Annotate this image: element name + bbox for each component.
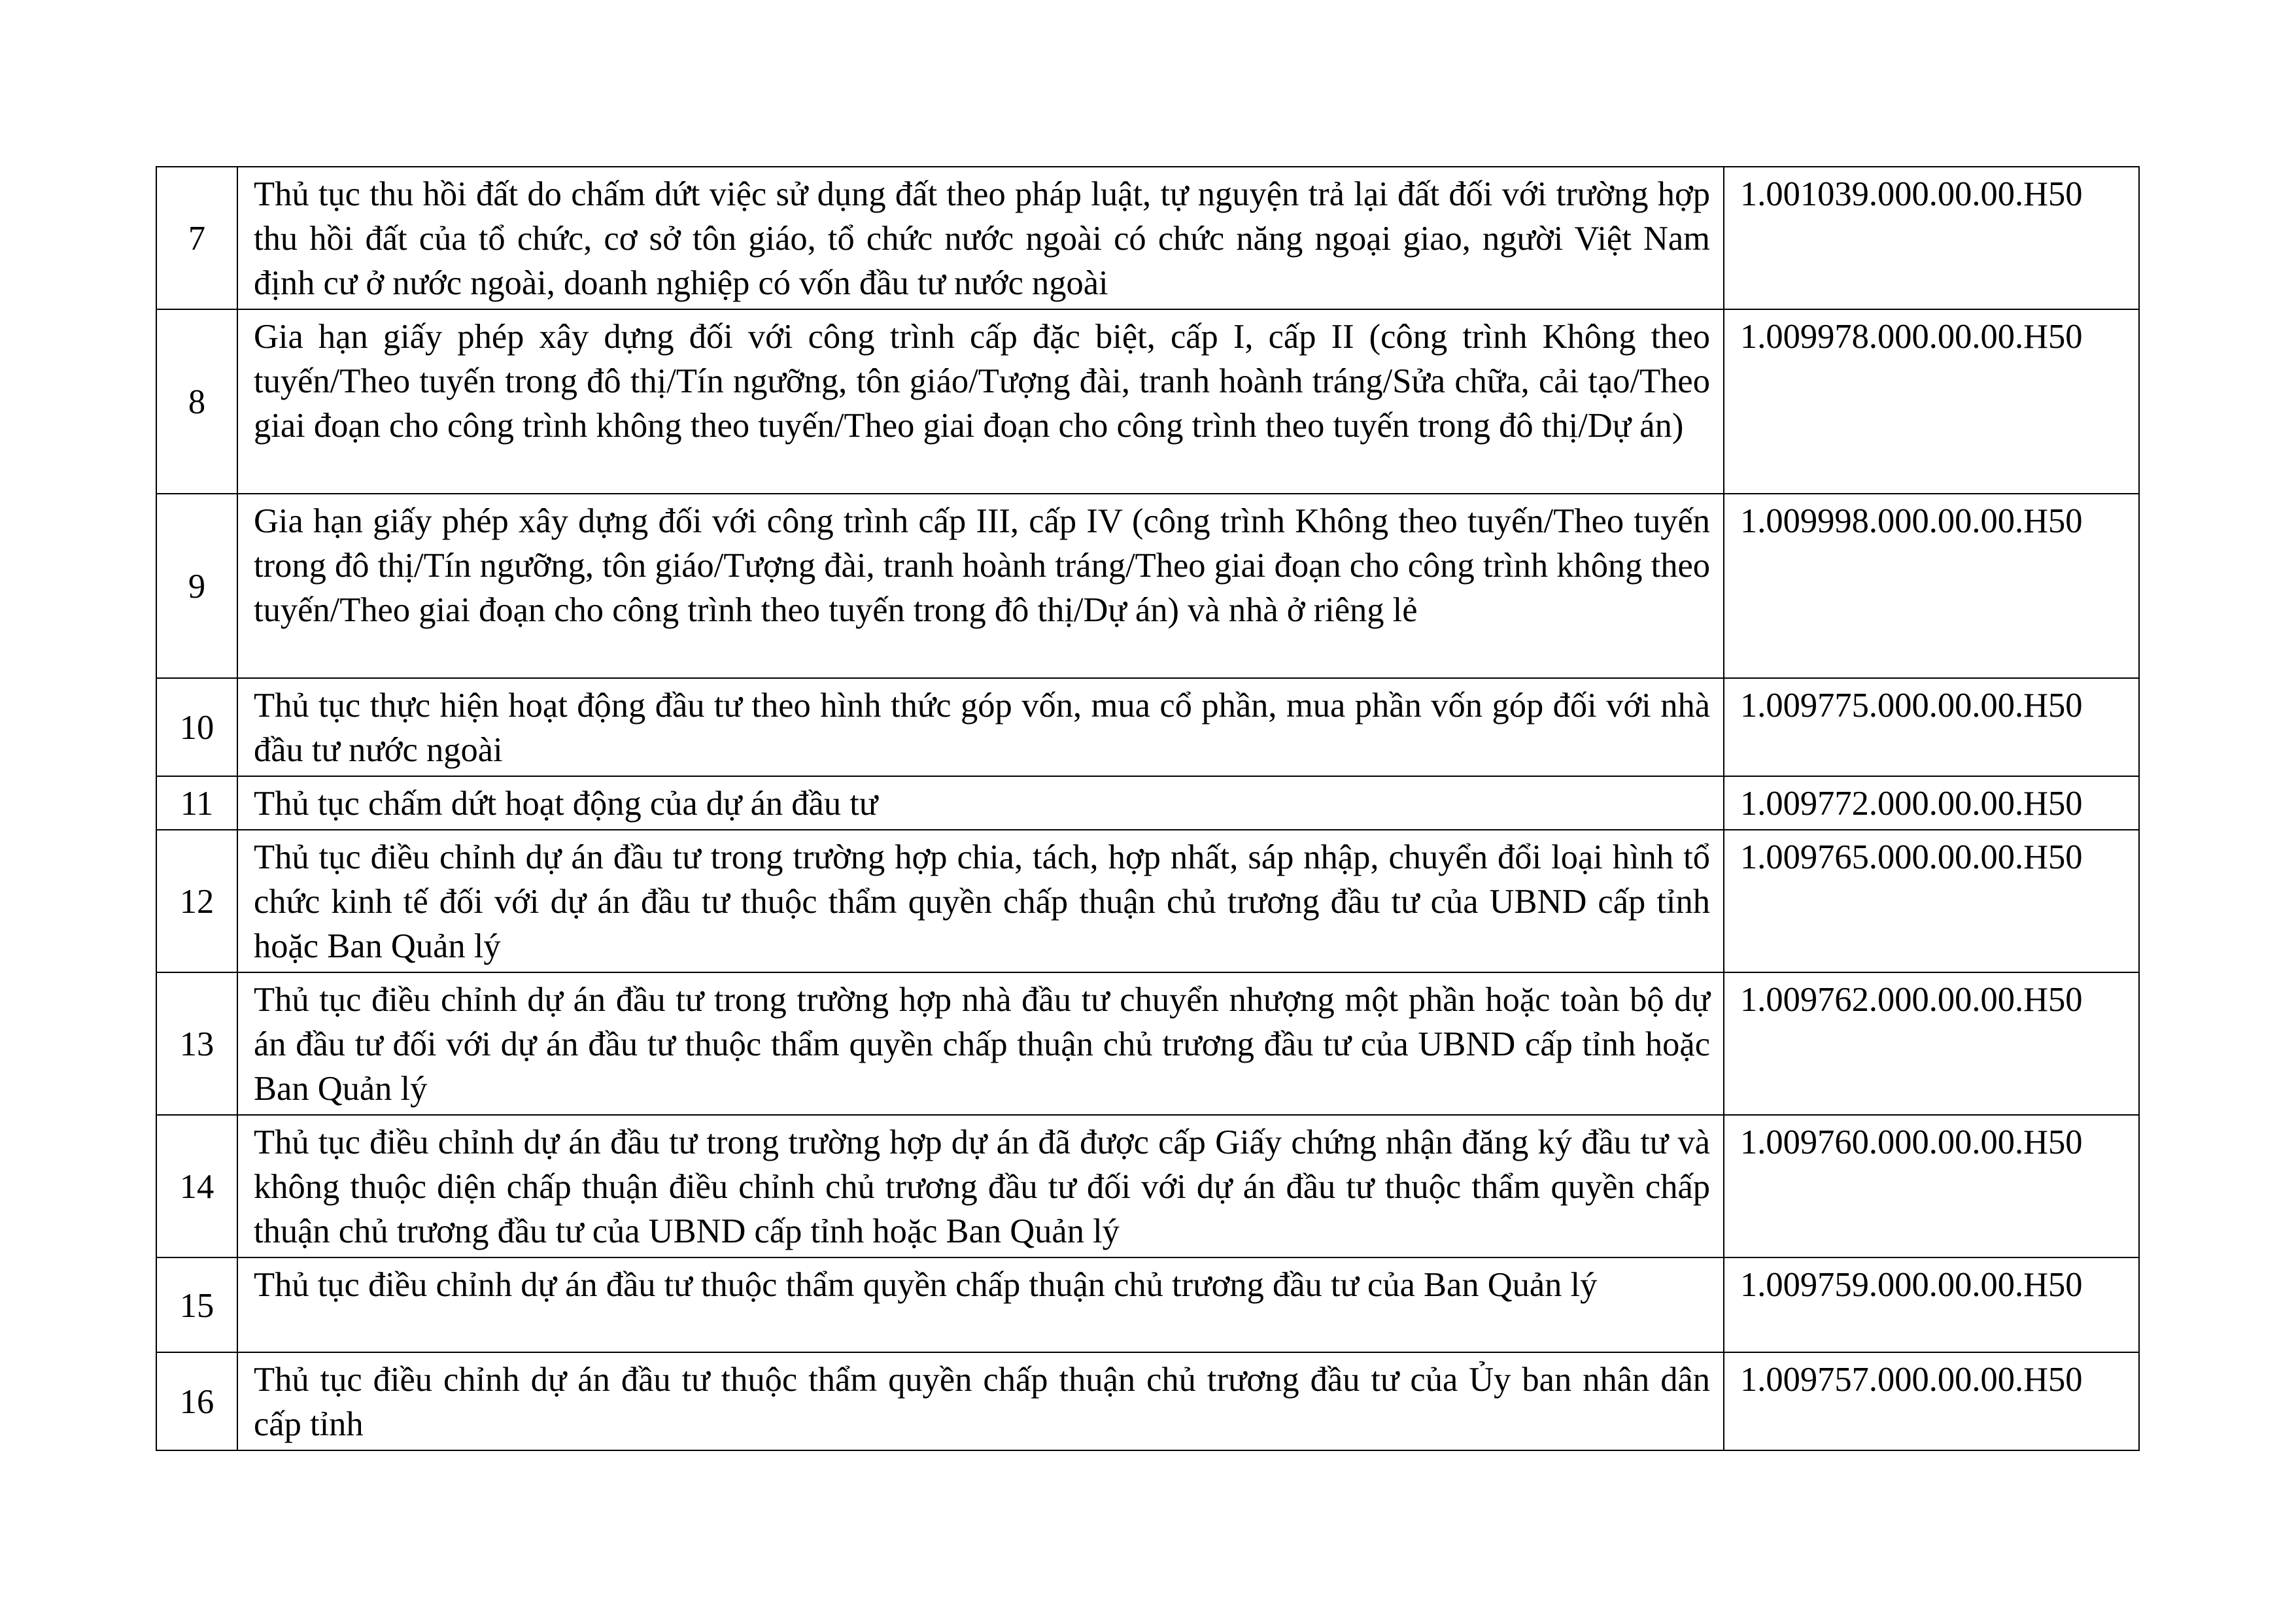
row-number: 13 xyxy=(156,972,237,1115)
row-number: 7 xyxy=(156,167,237,309)
table-row xyxy=(156,1257,2139,1352)
procedure-code: 1.009998.000.00.00.H50 xyxy=(1724,494,2139,678)
row-number: 8 xyxy=(156,309,237,494)
procedure-name-line: theo tuyến/Theo tuyến trong đô thị/Tín ngưỡng, tôn giáo/Tượng đài, tranh hoành tráng/Sửa xyxy=(254,318,1711,400)
row-number: 15 xyxy=(156,1257,237,1352)
table-row xyxy=(156,972,2139,1115)
row-number: 11 xyxy=(156,776,237,830)
table-row xyxy=(156,830,2139,972)
procedure-code: 1.009765.000.00.00.H50 xyxy=(1724,830,2139,972)
procedure-name xyxy=(237,1115,1724,1257)
procedure-name-line: Thủ tục điều chỉnh dự án đầu tư trong trường hợp chia, tách, hợp nhất, sáp nhập, chuyển đổi xyxy=(254,838,1542,876)
procedure-name-line: trường hợp thu hồi đất của tổ chức, cơ sở tôn giáo, tổ chức nước ngoài có chức năng ngoại xyxy=(254,175,1710,258)
procedure-name-line: tuyến/Theo tuyến trong đô thị/Tín ngưỡng, tôn giáo/Tượng đài, tranh hoành tráng/Theo giai xyxy=(254,502,1711,585)
procedures-table xyxy=(156,166,2140,1451)
procedure-name-line: nhân dân cấp tỉnh xyxy=(254,1361,1711,1443)
procedure-code: 1.009772.000.00.00.H50 xyxy=(1724,776,2139,830)
procedure-name-line: Quản lý xyxy=(1487,1266,1598,1304)
procedure-name-line: Thủ tục thực hiện hoạt động đầu tư theo hình thức góp vốn, mua cổ phần, mua phần vốn góp xyxy=(254,687,1544,725)
table-row xyxy=(156,1352,2139,1450)
procedure-code: 1.009762.000.00.00.H50 xyxy=(1724,972,2139,1115)
row-number: 12 xyxy=(156,830,237,972)
procedure-name xyxy=(237,678,1724,776)
procedure-name-line: toàn bộ dự án đầu tư đối với dự án đầu tư thuộc thẩm quyền chấp thuận chủ trương đầu tư của xyxy=(254,981,1711,1063)
procedure-name-line: Gia hạn giấy phép xây dựng đối với công trình cấp III, cấp IV (công trình Không theo xyxy=(254,502,1458,540)
procedure-name xyxy=(237,972,1724,1115)
procedure-name xyxy=(237,309,1724,494)
procedure-name xyxy=(237,1257,1724,1352)
procedure-name xyxy=(237,167,1724,309)
row-number: 10 xyxy=(156,678,237,776)
procedure-name xyxy=(237,830,1724,972)
row-number: 9 xyxy=(156,494,237,678)
procedure-name-line: ký đầu tư và không thuộc diện chấp thuận điều chỉnh chủ trương đầu tư đối với dự án đầu tư xyxy=(254,1123,1711,1206)
table-row xyxy=(156,1115,2139,1257)
procedure-code: 1.009978.000.00.00.H50 xyxy=(1724,309,2139,494)
table-row xyxy=(156,776,2139,830)
procedure-code: 1.009759.000.00.00.H50 xyxy=(1724,1257,2139,1352)
table-row xyxy=(156,309,2139,494)
row-number: 14 xyxy=(156,1115,237,1257)
table-row xyxy=(156,167,2139,309)
procedure-name-line: của UBND cấp tỉnh hoặc Ban Quản lý xyxy=(254,883,1711,965)
procedure-name-line: Gia hạn giấy phép xây dựng đối với công trình cấp đặc biệt, cấp I, cấp II (công trình Không xyxy=(254,318,1636,356)
procedure-name-line: giao, người Việt Nam định cư ở nước ngoài, doanh nghiệp có vốn đầu tư nước ngoài xyxy=(254,220,1711,302)
procedure-name-line: loại hình tổ chức kinh tế đối với dự án đầu tư thuộc thẩm quyền chấp thuận chủ trương đầu tư xyxy=(254,838,1710,921)
procedure-code: 1.009757.000.00.00.H50 xyxy=(1724,1352,2139,1450)
table-row xyxy=(156,678,2139,776)
procedure-name-line: Thủ tục thu hồi đất do chấm dứt việc sử dụng đất theo pháp luật, tự nguyện trả lại đất đối với xyxy=(254,175,1547,213)
procedure-name-line: Thủ tục điều chỉnh dự án đầu tư trong trường hợp nhà đầu tư chuyển nhượng một phần hoặc xyxy=(254,981,1551,1019)
procedure-name-line: chữa, cải tạo/Theo giai đoạn cho công trình không theo tuyến/Theo giai đoạn cho công trình xyxy=(254,362,1710,445)
procedure-code: 1.001039.000.00.00.H50 xyxy=(1724,167,2139,309)
procedure-name-line: thuộc thẩm quyền chấp thuận chủ trương đầu tư của UBND cấp tỉnh hoặc Ban Quản lý xyxy=(254,1168,1711,1250)
procedure-name xyxy=(237,776,1724,830)
procedure-code: 1.009775.000.00.00.H50 xyxy=(1724,678,2139,776)
procedure-name-line: Thủ tục điều chỉnh dự án đầu tư thuộc thẩm quyền chấp thuận chủ trương đầu tư của Ủy ban xyxy=(254,1361,1572,1399)
procedure-name-line: Thủ tục điều chỉnh dự án đầu tư thuộc thẩm quyền chấp thuận chủ trương đầu tư của Ban xyxy=(254,1266,1479,1304)
procedure-name-line: đoạn cho công trình không theo tuyến/Theo giai đoạn cho công trình theo tuyến trong đô xyxy=(254,547,1711,629)
procedure-name-line: theo tuyến trong đô thị/Dự án) xyxy=(1265,407,1684,445)
table-row xyxy=(156,494,2139,678)
procedure-name-line: thị/Dự án) và nhà ở riêng lẻ xyxy=(1037,591,1418,629)
procedure-name-line: đối với nhà đầu tư nước ngoài xyxy=(254,687,1710,769)
procedure-name-line: Thủ tục chấm dứt hoạt động của dự án đầu tư xyxy=(254,785,878,823)
procedure-name-line: UBND cấp tỉnh hoặc Ban Quản lý xyxy=(254,1025,1711,1108)
row-number: 16 xyxy=(156,1352,237,1450)
procedure-name-line: Thủ tục điều chỉnh dự án đầu tư trong trường hợp dự án đã được cấp Giấy chứng nhận đăng xyxy=(254,1123,1529,1161)
procedures-table-body xyxy=(156,167,2139,1450)
procedure-name xyxy=(237,494,1724,678)
procedure-code: 1.009760.000.00.00.H50 xyxy=(1724,1115,2139,1257)
procedure-name xyxy=(237,1352,1724,1450)
